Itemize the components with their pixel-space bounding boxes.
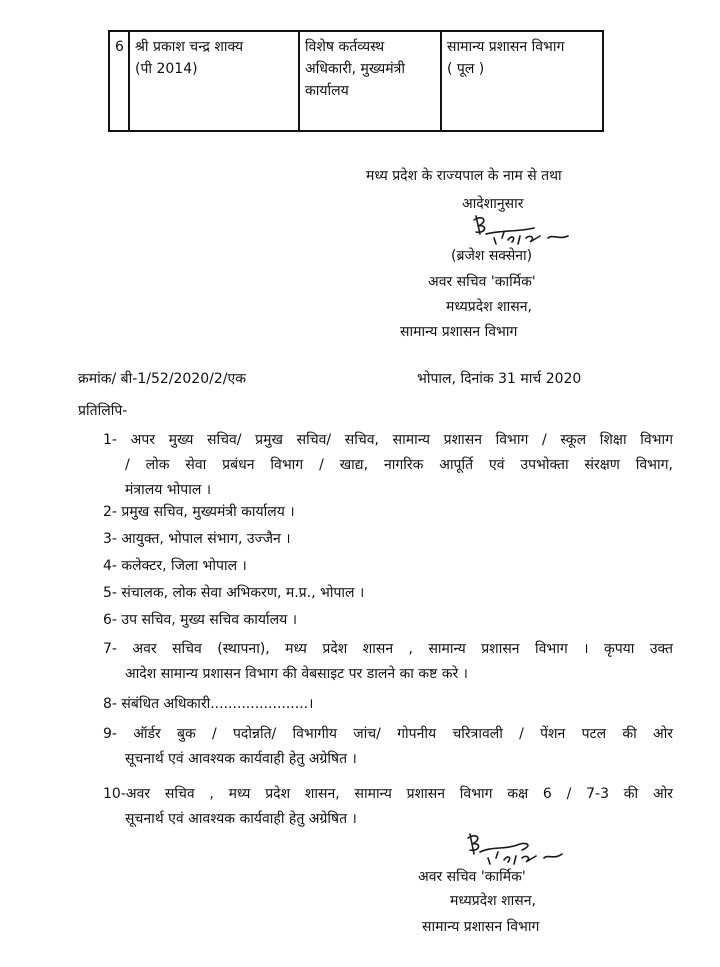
item-text: अपर मुख्य सचिव/ प्रमुख सचिव/ सचिव, सामान्य प्रशासन विभाग / स्कूल शिक्षा विभाग: [130, 432, 674, 448]
list-item: [103, 581, 673, 606]
signature-1: [470, 212, 580, 248]
item-text: प्रमुख सचिव, मुख्यमंत्री कार्यालय ।: [121, 504, 295, 520]
item-text: उप सचिव, मुख्य सचिव कार्यालय ।: [121, 612, 297, 628]
item-text: / लोक सेवा प्रबंधन विभाग / खाद्य, नागरिक आपूर्ति एवं उपभोक्ता संरक्षण विभाग,: [125, 457, 673, 473]
item-number: 5-: [103, 585, 117, 601]
item-text: आयुक्त, भोपाल संभाग, उज्जैन ।: [121, 531, 291, 547]
item-text: आदेश सामान्य प्रशासन विभाग की वेबसाइट पर डालने का कष्ट करे ।: [125, 666, 468, 682]
item-text: सूचनार्थ एवं आवश्यक कार्यवाही हेतु अग्रेषित ।: [125, 751, 357, 767]
department-cell: [441, 31, 603, 131]
list-item: [103, 527, 673, 552]
serial-number: 6: [109, 31, 129, 131]
officer-name: श्री प्रकाश चन्द्र शाक्य: [135, 39, 244, 55]
item-text: अवर सचिव , मध्य प्रदेश शासन, सामान्य प्रशासन विभाग कक्ष 6 / 7-3 की ओर: [125, 786, 673, 802]
list-item: [103, 428, 673, 503]
item-number: 7-: [103, 641, 117, 657]
officer-table: [108, 30, 604, 132]
signatory-dept: सामान्य प्रशासन विभाग: [400, 324, 518, 340]
item-text: संचालक, लोक सेवा अभिकरण, म.प्र., भोपाल ।: [121, 585, 365, 601]
order-line-2: आदेशानुसार: [462, 196, 524, 212]
list-item: [103, 554, 673, 579]
item-text: मंत्रालय भोपाल ।: [125, 482, 212, 498]
reference-number: क्रमांक/ बी-1/52/2020/2/एक: [78, 371, 246, 387]
signature-2: [462, 830, 572, 868]
item-number: 4-: [103, 558, 117, 574]
issue-date: भोपाल, दिनांक 31 मार्च 2020: [417, 371, 582, 387]
order-line-1: मध्य प्रदेश के राज्यपाल के नाम से तथा: [366, 168, 562, 184]
item-number: 6-: [103, 612, 117, 628]
list-item: [103, 608, 673, 633]
officer-batch: (पी 2014): [135, 61, 198, 77]
signatory-name: (ब्रजेश सक्सेना): [451, 248, 533, 264]
officer-post-cell: [299, 31, 441, 131]
item-text: अवर सचिव (स्थापना), मध्य प्रदेश शासन , सामान्य प्रशासन विभाग । कृपया उक्त: [132, 641, 673, 657]
department-line: सामान्य प्रशासन विभाग: [447, 39, 565, 55]
department-line: ( पूल ): [447, 61, 485, 77]
list-item: [103, 782, 673, 832]
list-item: [103, 692, 673, 717]
footer-designation: अवर सचिव 'कार्मिक': [418, 869, 526, 885]
copy-heading: प्रतिलिपि-: [78, 403, 128, 419]
item-number: 9-: [103, 726, 117, 742]
item-number: 10-: [103, 786, 126, 802]
list-item: [103, 722, 673, 772]
footer-govt: मध्यप्रदेश शासन,: [450, 893, 536, 909]
item-text: ऑर्डर बुक / पदोन्नति/ विभागीय जांच/ गोपनीय चरित्रावली / पेंशन पटल की ओर: [133, 726, 673, 742]
signatory-designation: अवर सचिव 'कार्मिक': [428, 274, 536, 290]
post-line: विशेष कर्तव्यस्थ: [305, 39, 385, 55]
item-text: संबंधित अधिकारी......................।: [121, 696, 314, 712]
signatory-govt: मध्यप्रदेश शासन,: [446, 299, 532, 315]
item-text: सूचनार्थ एवं आवश्यक कार्यवाही हेतु अग्रेषित ।: [125, 811, 357, 827]
item-number: 8-: [103, 696, 117, 712]
list-item: [103, 500, 673, 525]
item-number: 3-: [103, 531, 117, 547]
item-number: 2-: [103, 504, 117, 520]
post-line: अधिकारी, मुख्यमंत्री: [305, 61, 405, 77]
item-number: 1-: [103, 432, 117, 448]
table-row: [109, 31, 603, 131]
footer-dept: सामान्य प्रशासन विभाग: [422, 919, 540, 935]
post-line: कार्यालय: [305, 83, 349, 99]
list-item: [103, 637, 673, 687]
item-text: कलेक्टर, जिला भोपाल ।: [121, 558, 247, 574]
officer-name-cell: [129, 31, 299, 131]
